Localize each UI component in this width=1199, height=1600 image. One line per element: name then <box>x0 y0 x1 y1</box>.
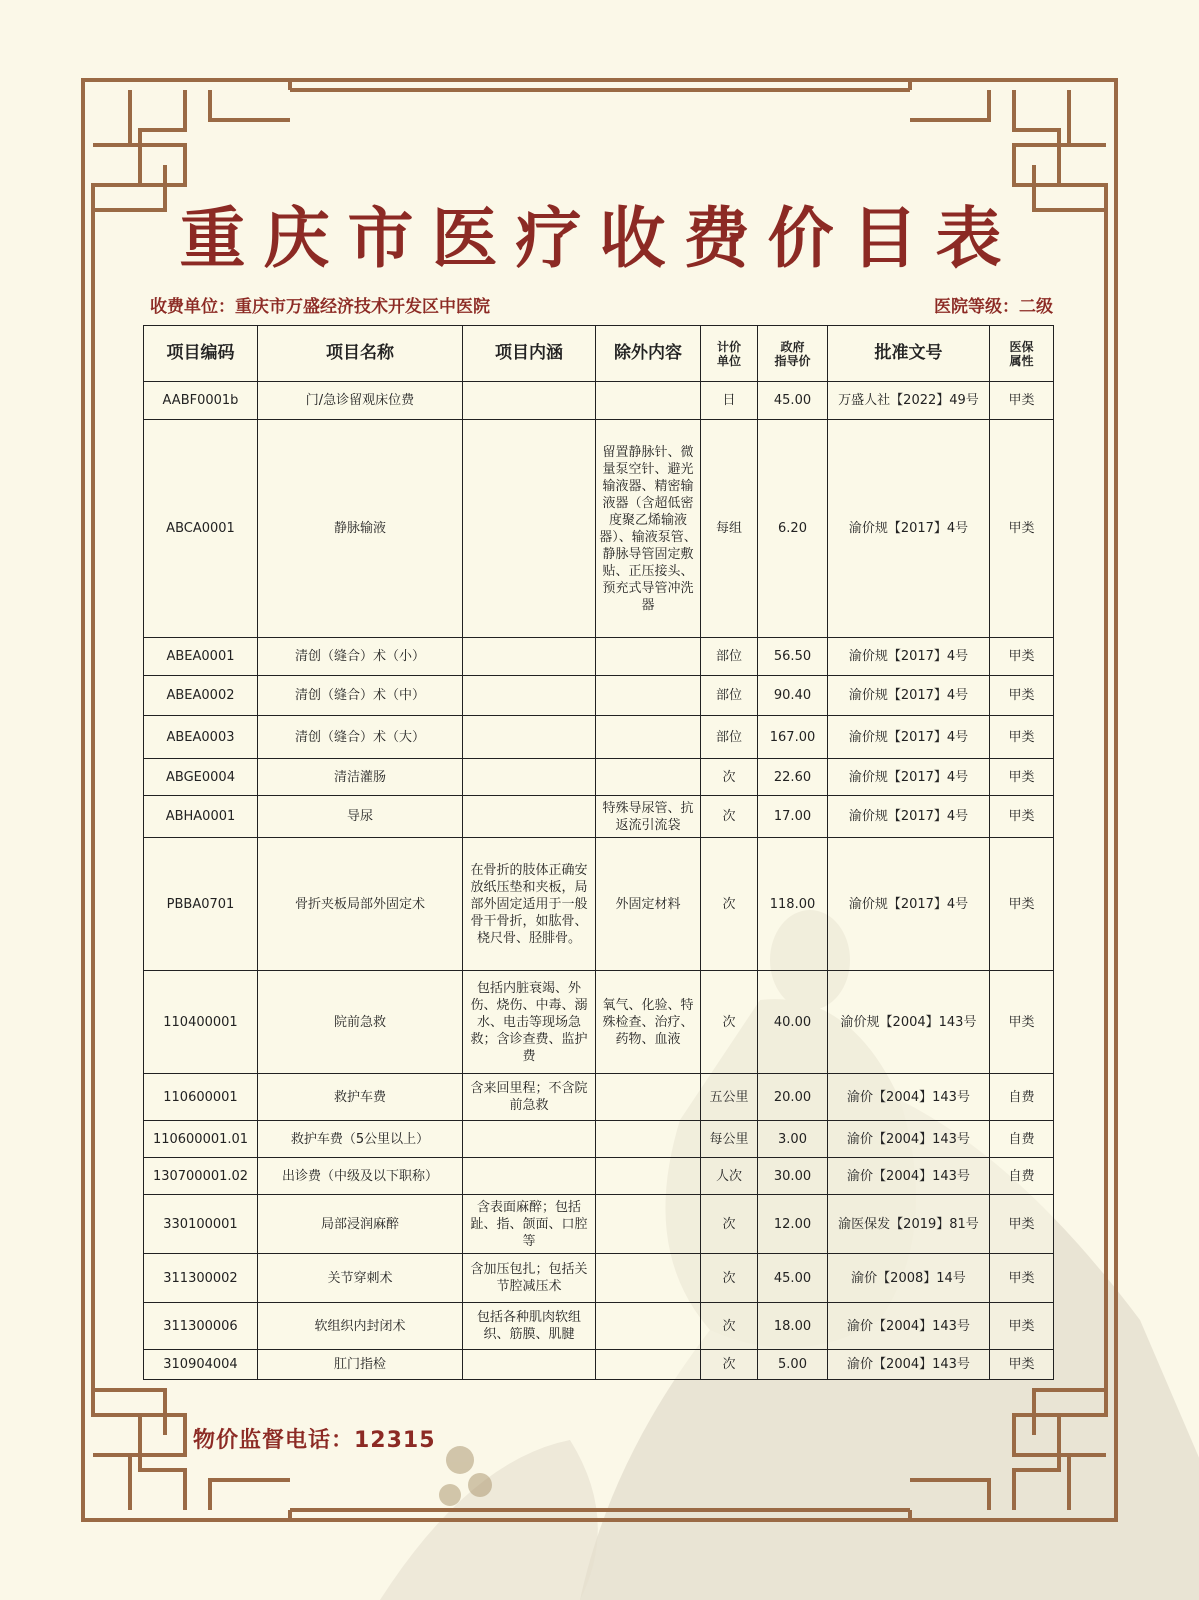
cell-unit: 部位 <box>701 638 758 676</box>
cell-code: AABF0001b <box>144 382 258 420</box>
table-row <box>144 1254 1054 1303</box>
col-header-price: 政府 指导价 <box>758 326 828 382</box>
cell-price: 5.00 <box>758 1350 828 1380</box>
cell-price: 17.00 <box>758 796 828 838</box>
fee-table-body <box>144 382 1054 1380</box>
cell-exclusion <box>596 1158 701 1195</box>
cell-exclusion <box>596 1195 701 1254</box>
cell-code: 110600001 <box>144 1074 258 1121</box>
cell-doc: 渝价【2004】143号 <box>828 1158 990 1195</box>
cell-exclusion: 留置静脉针、微量泵空针、避光输液器、精密输液器（含超低密度聚乙烯输液器）、输液泵管、静脉导管固定敷贴、正压接头、预充式导管冲洗器 <box>596 420 701 638</box>
cell-insurance: 甲类 <box>990 759 1054 796</box>
cell-insurance: 甲类 <box>990 716 1054 759</box>
cell-code: 130700001.02 <box>144 1158 258 1195</box>
cell-unit: 次 <box>701 1303 758 1350</box>
cell-price: 56.50 <box>758 638 828 676</box>
cell-price: 22.60 <box>758 759 828 796</box>
cell-exclusion: 氧气、化验、特殊检查、治疗、药物、血液 <box>596 971 701 1074</box>
cell-doc: 渝价规【2017】4号 <box>828 420 990 638</box>
cell-name: 导尿 <box>258 796 463 838</box>
cell-doc: 渝价规【2017】4号 <box>828 759 990 796</box>
cell-insurance: 甲类 <box>990 382 1054 420</box>
table-row <box>144 420 1054 638</box>
cell-insurance: 甲类 <box>990 420 1054 638</box>
cell-content <box>463 676 596 716</box>
cell-name: 清洁灌肠 <box>258 759 463 796</box>
cell-content <box>463 759 596 796</box>
cell-insurance: 自费 <box>990 1121 1054 1158</box>
cell-price: 6.20 <box>758 420 828 638</box>
cell-insurance: 甲类 <box>990 1350 1054 1380</box>
fee-table <box>143 325 1054 1380</box>
cell-name: 静脉输液 <box>258 420 463 638</box>
cell-code: 310904004 <box>144 1350 258 1380</box>
cell-content <box>463 420 596 638</box>
cell-insurance: 甲类 <box>990 1195 1054 1254</box>
cell-name: 清创（缝合）术（中） <box>258 676 463 716</box>
cell-doc: 渝价规【2017】4号 <box>828 716 990 759</box>
cell-exclusion <box>596 759 701 796</box>
cell-content: 含来回里程；不含院前急救 <box>463 1074 596 1121</box>
cell-content: 包括各种肌肉软组织、筋膜、肌腱 <box>463 1303 596 1350</box>
cell-name: 清创（缝合）术（小） <box>258 638 463 676</box>
cell-unit: 次 <box>701 796 758 838</box>
cell-unit: 人次 <box>701 1158 758 1195</box>
cell-insurance: 甲类 <box>990 838 1054 971</box>
cell-code: 311300006 <box>144 1303 258 1350</box>
cell-insurance: 甲类 <box>990 1254 1054 1303</box>
cell-unit: 五公里 <box>701 1074 758 1121</box>
cell-code: ABHA0001 <box>144 796 258 838</box>
cell-price: 18.00 <box>758 1303 828 1350</box>
cell-price: 40.00 <box>758 971 828 1074</box>
cell-exclusion <box>596 1254 701 1303</box>
table-row <box>144 638 1054 676</box>
cell-unit: 次 <box>701 1350 758 1380</box>
cell-code: ABGE0004 <box>144 759 258 796</box>
cell-name: 救护车费 <box>258 1074 463 1121</box>
cell-unit: 日 <box>701 382 758 420</box>
cell-name: 清创（缝合）术（大） <box>258 716 463 759</box>
cell-price: 45.00 <box>758 382 828 420</box>
cell-price: 45.00 <box>758 1254 828 1303</box>
cell-doc: 渝价规【2017】4号 <box>828 638 990 676</box>
table-row <box>144 1158 1054 1195</box>
cell-unit: 次 <box>701 971 758 1074</box>
cell-exclusion: 特殊导尿管、抗返流引流袋 <box>596 796 701 838</box>
cell-content <box>463 716 596 759</box>
cell-exclusion <box>596 1121 701 1158</box>
cell-doc: 渝价【2008】14号 <box>828 1254 990 1303</box>
cell-price: 167.00 <box>758 716 828 759</box>
cell-exclusion <box>596 716 701 759</box>
cell-code: ABEA0002 <box>144 676 258 716</box>
cell-name: 院前急救 <box>258 971 463 1074</box>
cell-name: 出诊费（中级及以下职称） <box>258 1158 463 1195</box>
cell-price: 20.00 <box>758 1074 828 1121</box>
cell-doc: 渝价规【2017】4号 <box>828 676 990 716</box>
cell-price: 12.00 <box>758 1195 828 1254</box>
cell-unit: 次 <box>701 759 758 796</box>
table-row <box>144 716 1054 759</box>
col-header-insurance: 医保 属性 <box>990 326 1054 382</box>
cell-content: 包括内脏衰竭、外伤、烧伤、中毒、溺水、电击等现场急救；含诊查费、监护费 <box>463 971 596 1074</box>
cell-content <box>463 1350 596 1380</box>
cell-code: 110600001.01 <box>144 1121 258 1158</box>
cell-exclusion <box>596 1350 701 1380</box>
cell-doc: 渝价【2004】143号 <box>828 1350 990 1380</box>
col-header-name: 项目名称 <box>258 326 463 382</box>
cell-doc: 渝价规【2004】143号 <box>828 971 990 1074</box>
page-title: 重庆市医疗收费价目表 <box>179 199 1020 277</box>
col-header-code: 项目编码 <box>144 326 258 382</box>
cell-name: 救护车费（5公里以上） <box>258 1121 463 1158</box>
cell-content <box>463 638 596 676</box>
cell-content: 含加压包扎；包括关节腔减压术 <box>463 1254 596 1303</box>
col-header-unit: 计价 单位 <box>701 326 758 382</box>
cell-code: ABCA0001 <box>144 420 258 638</box>
cell-code: 110400001 <box>144 971 258 1074</box>
table-row <box>144 759 1054 796</box>
table-row <box>144 838 1054 971</box>
cell-code: ABEA0001 <box>144 638 258 676</box>
cell-name: 肛门指检 <box>258 1350 463 1380</box>
cell-insurance: 甲类 <box>990 1303 1054 1350</box>
cell-exclusion <box>596 382 701 420</box>
table-row <box>144 1074 1054 1121</box>
cell-content: 含表面麻醉；包括趾、指、颌面、口腔等 <box>463 1195 596 1254</box>
table-row <box>144 1303 1054 1350</box>
table-row <box>144 1195 1054 1254</box>
cell-doc: 渝医保发【2019】81号 <box>828 1195 990 1254</box>
cell-name: 局部浸润麻醉 <box>258 1195 463 1254</box>
cell-insurance: 甲类 <box>990 796 1054 838</box>
col-header-exclusion: 除外内容 <box>596 326 701 382</box>
cell-code: PBBA0701 <box>144 838 258 971</box>
cell-price: 90.40 <box>758 676 828 716</box>
cell-unit: 次 <box>701 838 758 971</box>
cell-name: 关节穿刺术 <box>258 1254 463 1303</box>
cell-code: ABEA0003 <box>144 716 258 759</box>
cell-unit: 每组 <box>701 420 758 638</box>
cell-unit: 次 <box>701 1195 758 1254</box>
cell-content <box>463 382 596 420</box>
cell-doc: 渝价规【2017】4号 <box>828 838 990 971</box>
charging-unit-label: 收费单位：重庆市万盛经济技术开发区中医院 <box>150 297 490 317</box>
table-row <box>144 1350 1054 1380</box>
cell-name: 门/急诊留观床位费 <box>258 382 463 420</box>
cell-content <box>463 1121 596 1158</box>
cell-content <box>463 1158 596 1195</box>
cell-name: 软组织内封闭术 <box>258 1303 463 1350</box>
price-supervision-phone: 物价监督电话：12315 <box>193 1428 436 1453</box>
table-row <box>144 1121 1054 1158</box>
cell-exclusion <box>596 1074 701 1121</box>
cell-insurance: 甲类 <box>990 971 1054 1074</box>
cell-code: 311300002 <box>144 1254 258 1303</box>
col-header-content: 项目内涵 <box>463 326 596 382</box>
cell-unit: 部位 <box>701 676 758 716</box>
cell-doc: 渝价【2004】143号 <box>828 1303 990 1350</box>
cell-doc: 渝价规【2017】4号 <box>828 796 990 838</box>
cell-code: 330100001 <box>144 1195 258 1254</box>
cell-name: 骨折夹板局部外固定术 <box>258 838 463 971</box>
cell-price: 118.00 <box>758 838 828 971</box>
table-row <box>144 971 1054 1074</box>
cell-unit: 每公里 <box>701 1121 758 1158</box>
cell-insurance: 自费 <box>990 1158 1054 1195</box>
cell-unit: 次 <box>701 1254 758 1303</box>
cell-exclusion: 外固定材料 <box>596 838 701 971</box>
table-row <box>144 796 1054 838</box>
cell-insurance: 甲类 <box>990 676 1054 716</box>
cell-price: 3.00 <box>758 1121 828 1158</box>
cell-unit: 部位 <box>701 716 758 759</box>
cell-insurance: 自费 <box>990 1074 1054 1121</box>
cell-price: 30.00 <box>758 1158 828 1195</box>
cell-exclusion <box>596 638 701 676</box>
col-header-doc: 批准文号 <box>828 326 990 382</box>
table-row <box>144 382 1054 420</box>
cell-content <box>463 796 596 838</box>
cell-doc: 渝价【2004】143号 <box>828 1074 990 1121</box>
table-header-row <box>144 326 1054 382</box>
hospital-grade-label: 医院等级：二级 <box>934 297 1053 317</box>
cell-content: 在骨折的肢体正确安放纸压垫和夹板，局部外固定适用于一般骨干骨折，如肱骨、桡尺骨、胫腓骨。 <box>463 838 596 971</box>
table-row <box>144 676 1054 716</box>
cell-exclusion <box>596 676 701 716</box>
cell-doc: 万盛人社【2022】49号 <box>828 382 990 420</box>
cell-doc: 渝价【2004】143号 <box>828 1121 990 1158</box>
cell-insurance: 甲类 <box>990 638 1054 676</box>
cell-exclusion <box>596 1303 701 1350</box>
